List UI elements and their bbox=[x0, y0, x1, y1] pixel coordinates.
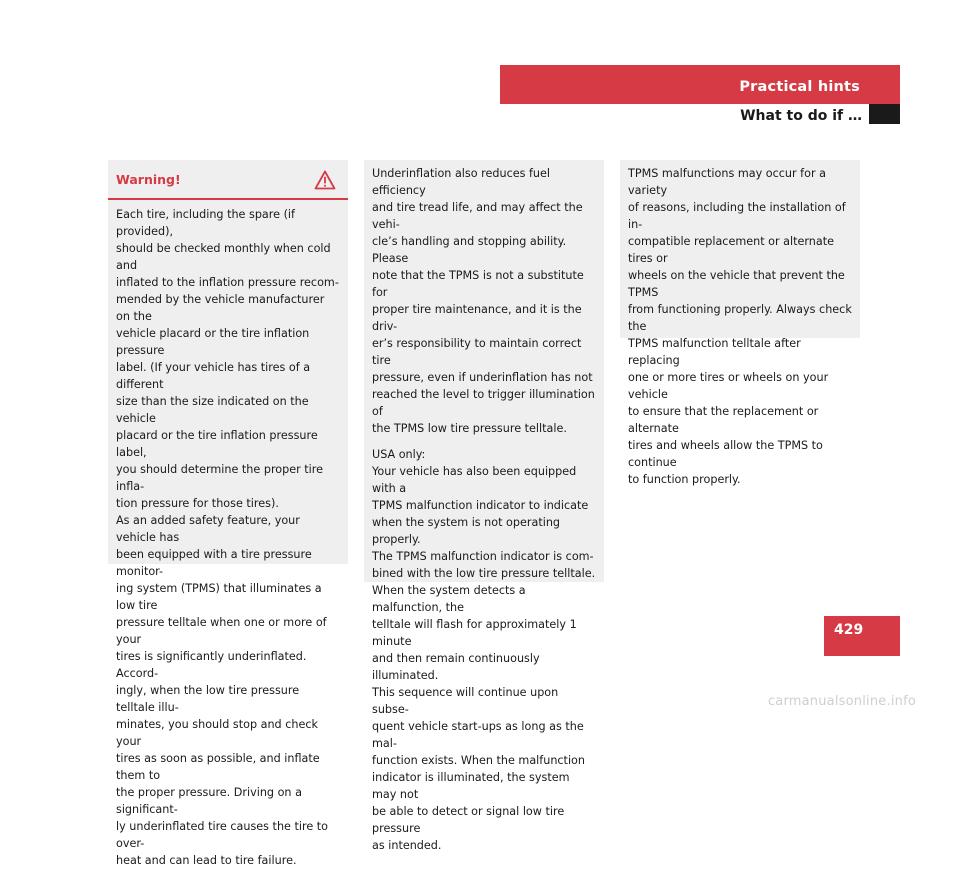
warning-triangle-icon bbox=[314, 170, 336, 190]
section-title: Practical hints bbox=[739, 79, 860, 95]
page-subtitle: What to do if … bbox=[740, 108, 862, 124]
warning-body bbox=[108, 200, 348, 869]
page-number: 429 bbox=[834, 622, 864, 638]
usa-only-paragraph: USA only: Your vehicle has also been equipped with a TPMS malfunction indicator to indicate when the system is not operating properly. The TPMS malfunction indicator is com- bined with the low tire pressure telltale. When the system detects a malfunction, the telltale will flash for approximately 1 minute and then remain continuously illuminated. This sequence will continue upon subse- quent vehicle start-ups as long as the mal- function exists. When the malfunction indicator is illuminated, the system may not be able to detect or signal low tire pressure as intended. bbox=[372, 448, 596, 852]
warning-header bbox=[108, 160, 348, 200]
warning-title: Warning! bbox=[116, 172, 181, 187]
page-number-box bbox=[824, 616, 900, 656]
right-panel bbox=[620, 160, 860, 486]
section-header-bar bbox=[500, 65, 900, 104]
underinflation-paragraph: Underinflation also reduces fuel efficiency and tire tread life, and may affect the vehi- cle’s handling and stopping ability. Please note that the TPMS is not a substitute for proper tire maintenance, and it is the driv- er’s responsibility to maintain correct tire pressure, even if underinflation has not reached the level to trigger illumination of the TPMS low tire pressure telltale. bbox=[372, 167, 595, 435]
tpms-malfunction-paragraph: TPMS malfunctions may occur for a variety of reasons, including the installation of in- compatible replacement or alternate tires or wheels on the vehicle that prevent the TPMS from functioning properly. Always check the TPMS malfunction telltale after replacing one or more tires or wheels on your vehicle to ensure that the replacement or alternate tires and wheels allow the TPMS to continue to function properly. bbox=[628, 167, 852, 486]
watermark-text: carmanualsonline.info bbox=[767, 694, 916, 709]
middle-panel bbox=[364, 160, 604, 852]
warning-paragraph: Each tire, including the spare (if provided), should be checked monthly when cold and inflated to the inflation pressure recom- mended by the vehicle manufacturer on the vehicle placard or the tire inflation pressure label. (If your vehicle has tires of a different size than the size indicated on the vehicle placard or the tire inflation pressure label, you should determine the proper tire infla- tion pressure for those tires). As an added safety feature, your vehicle has been equipped with a tire pressure monitor- ing system (TPMS) that illuminates a low tire pressure telltale when one or more of your tires is significantly underinflated. Accord- ingly, when the low tire pressure telltale illu- minates, you should stop and check your tires as soon as possible, and inflate them to the proper pressure. Driving on a significant- ly underinflated tire causes the tire to over- heat and can lead to tire failure. bbox=[116, 208, 339, 867]
warning-panel bbox=[108, 160, 348, 867]
header-tab-marker bbox=[869, 104, 900, 124]
